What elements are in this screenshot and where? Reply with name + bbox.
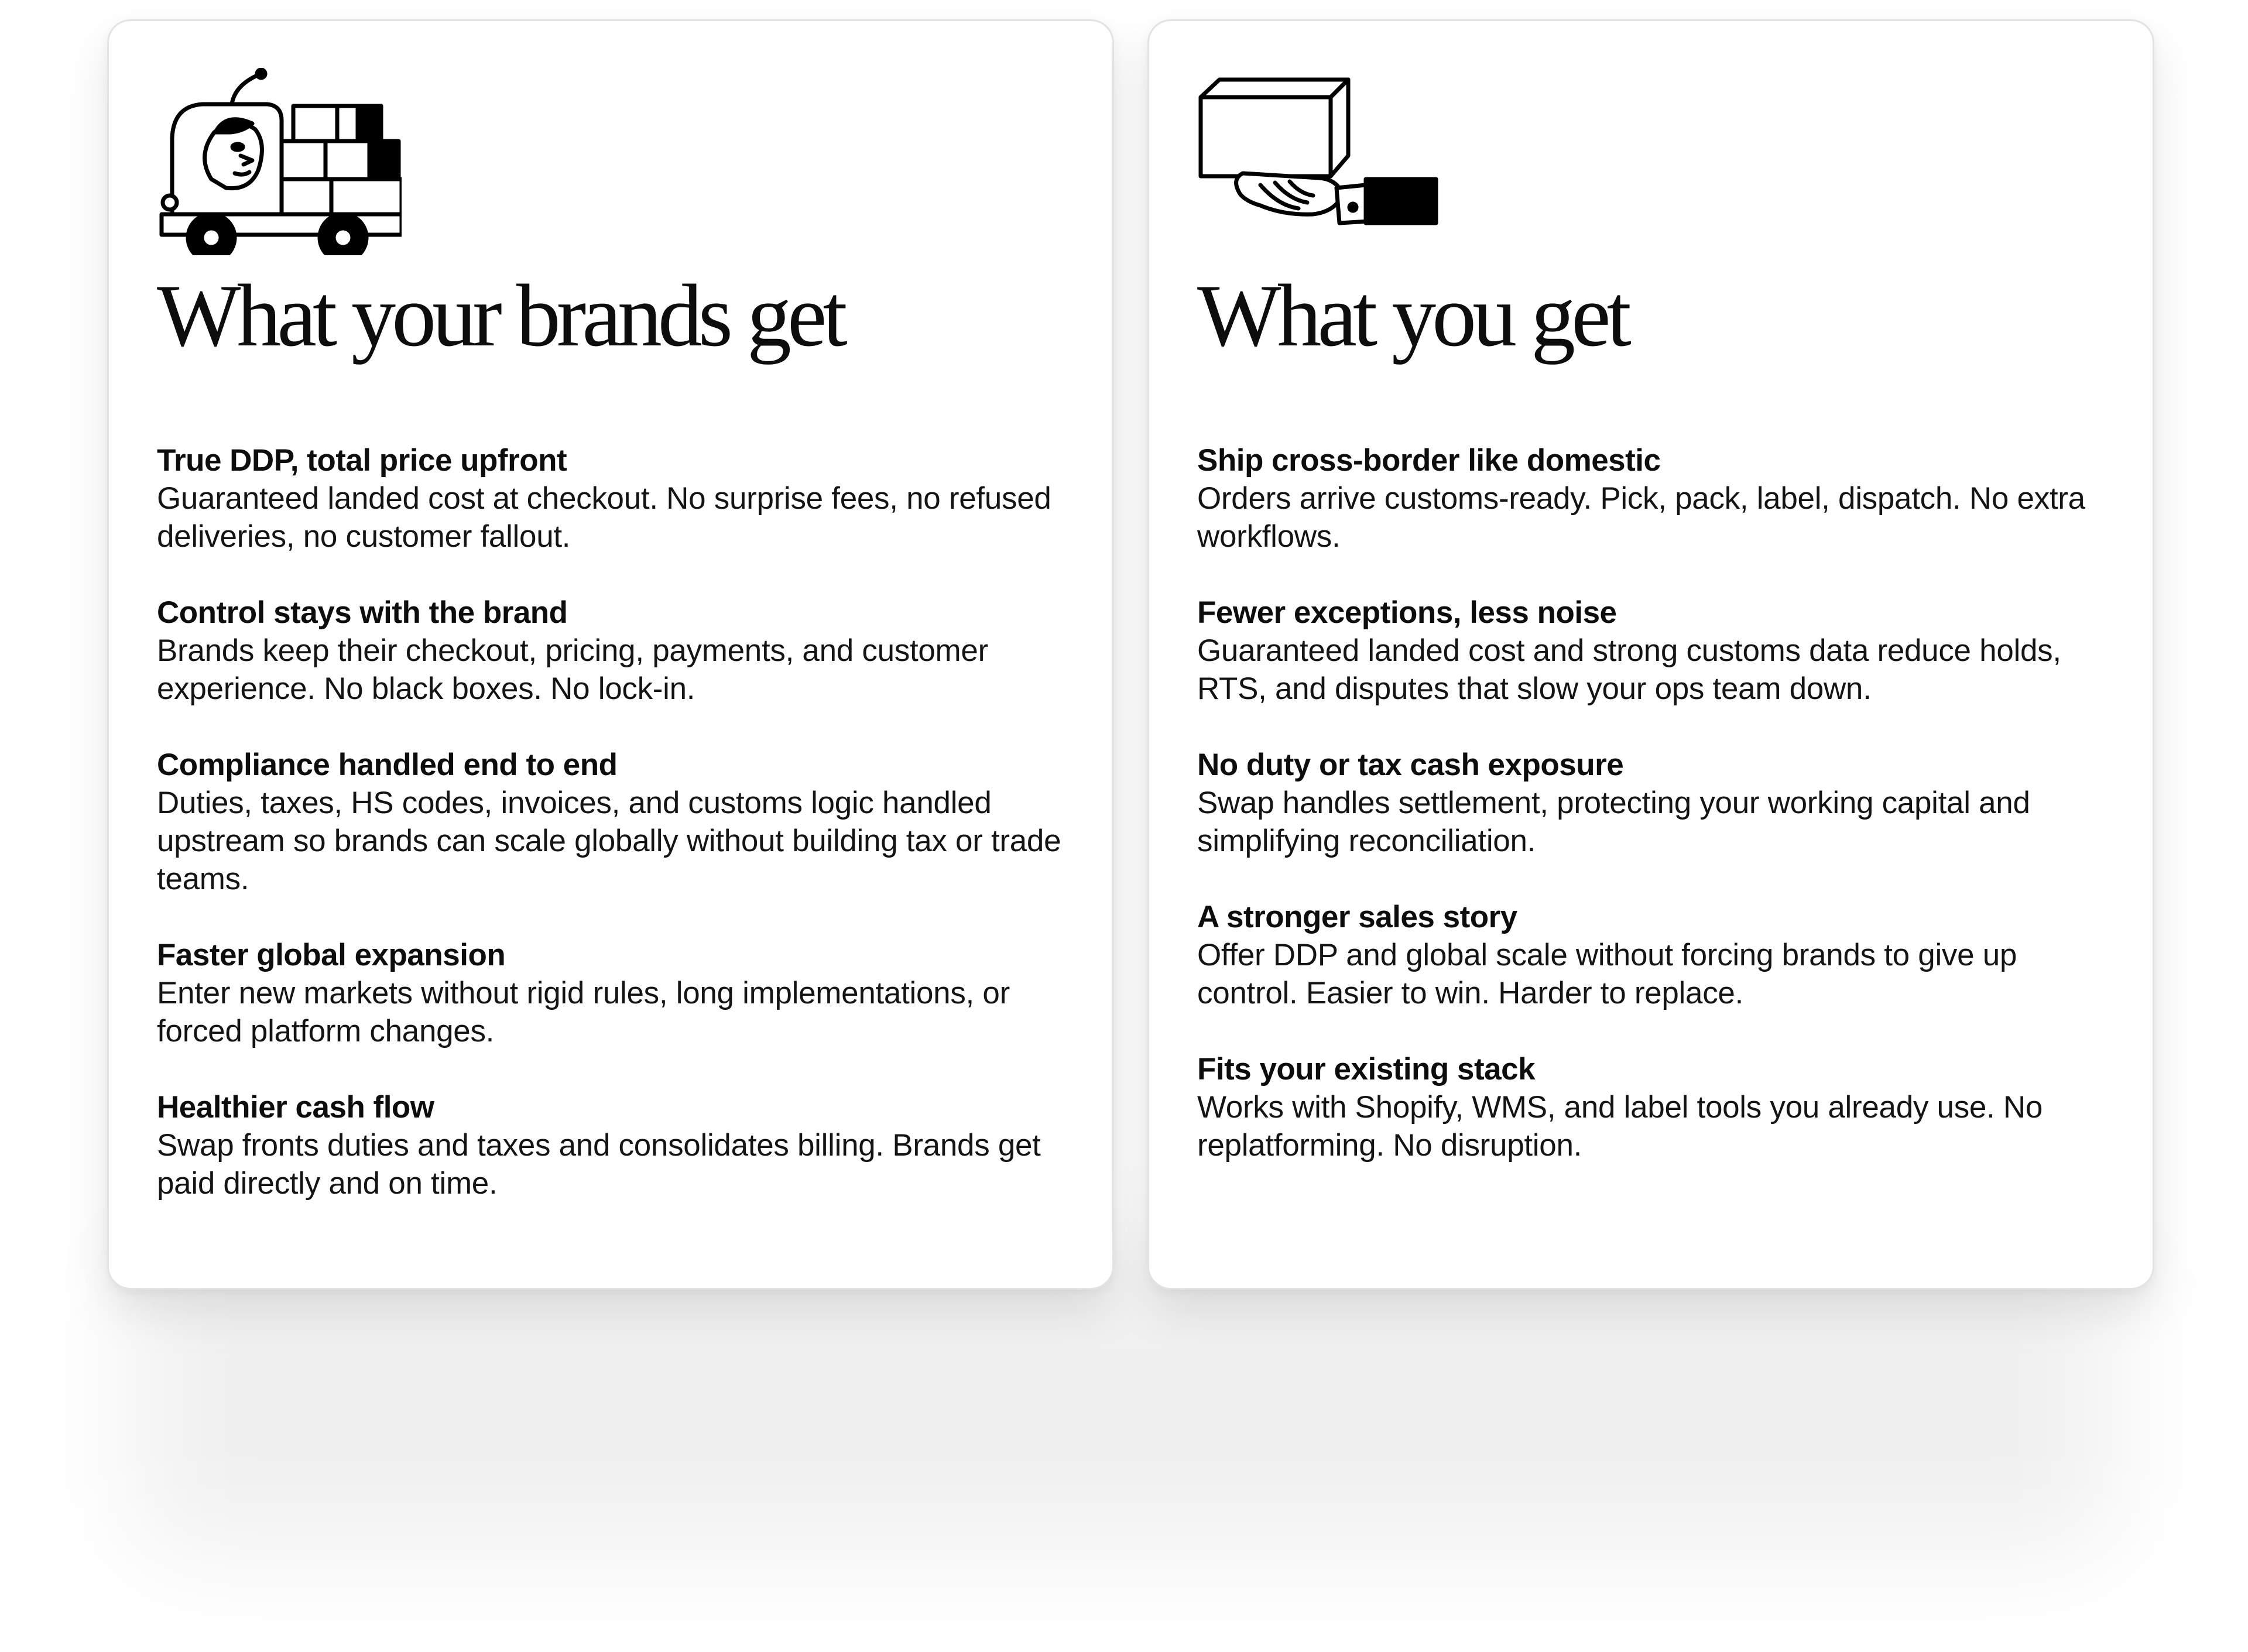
benefit-title: Compliance handled end to end [157, 748, 618, 782]
partner-benefits-card [1147, 19, 2154, 1290]
benefit-list [157, 441, 1082, 1240]
benefit-list [1197, 441, 2122, 1202]
benefit-description: Enter new markets without rigid rules, long implementations, or forced platform changes. [157, 976, 1010, 1048]
list-item [157, 594, 1082, 708]
delivery-truck-icon [156, 68, 402, 255]
benefit-title: Ship cross-border like domestic [1197, 443, 1661, 478]
list-item [157, 936, 1082, 1050]
brands-benefits-card [107, 19, 1114, 1290]
benefit-title: Fits your existing stack [1197, 1052, 1536, 1087]
hand-holding-box-icon [1196, 68, 1442, 255]
benefit-description: Orders arrive customs-ready. Pick, pack, label, dispatch. No extra workflows. [1197, 481, 2085, 554]
list-item [1197, 898, 2122, 1012]
benefit-description: Guaranteed landed cost and strong customs data reduce holds, RTS, and disputes that slow your ops team down. [1197, 633, 2061, 706]
list-item [157, 746, 1082, 898]
benefit-title: Faster global expansion [157, 938, 506, 972]
card-heading: What you get [1197, 266, 1627, 365]
benefit-description: Duties, taxes, HS codes, invoices, and customs logic handled upstream so brands can scale globally without building tax or trade teams. [157, 786, 1061, 896]
list-item [1197, 594, 2122, 708]
list-item [157, 441, 1082, 556]
benefit-title: True DDP, total price upfront [157, 443, 567, 478]
benefit-description: Swap fronts duties and taxes and consolidates billing. Brands get paid directly and on time. [157, 1128, 1041, 1201]
benefit-title: Healthier cash flow [157, 1090, 434, 1125]
benefit-title: Control stays with the brand [157, 595, 568, 630]
benefit-title: A stronger sales story [1197, 900, 1517, 934]
benefit-description: Works with Shopify, WMS, and label tools you already use. No replatforming. No disruption. [1197, 1090, 2043, 1163]
benefit-description: Swap handles settlement, protecting your working capital and simplifying reconciliation. [1197, 786, 2030, 858]
benefit-title: Fewer exceptions, less noise [1197, 595, 1617, 630]
benefit-description: Brands keep their checkout, pricing, payments, and customer experience. No black boxes. No lock-in. [157, 633, 988, 706]
list-item [1197, 1050, 2122, 1164]
card-heading: What your brands get [157, 266, 844, 365]
benefit-description: Guaranteed landed cost at checkout. No surprise fees, no refused deliveries, no customer fallout. [157, 481, 1051, 554]
card-shadow [135, 1259, 2113, 1551]
list-item [157, 1088, 1082, 1202]
benefit-description: Offer DDP and global scale without forcing brands to give up control. Easier to win. Harder to replace. [1197, 938, 2017, 1010]
list-item [1197, 746, 2122, 860]
list-item [1197, 441, 2122, 556]
benefit-title: No duty or tax cash exposure [1197, 748, 1624, 782]
